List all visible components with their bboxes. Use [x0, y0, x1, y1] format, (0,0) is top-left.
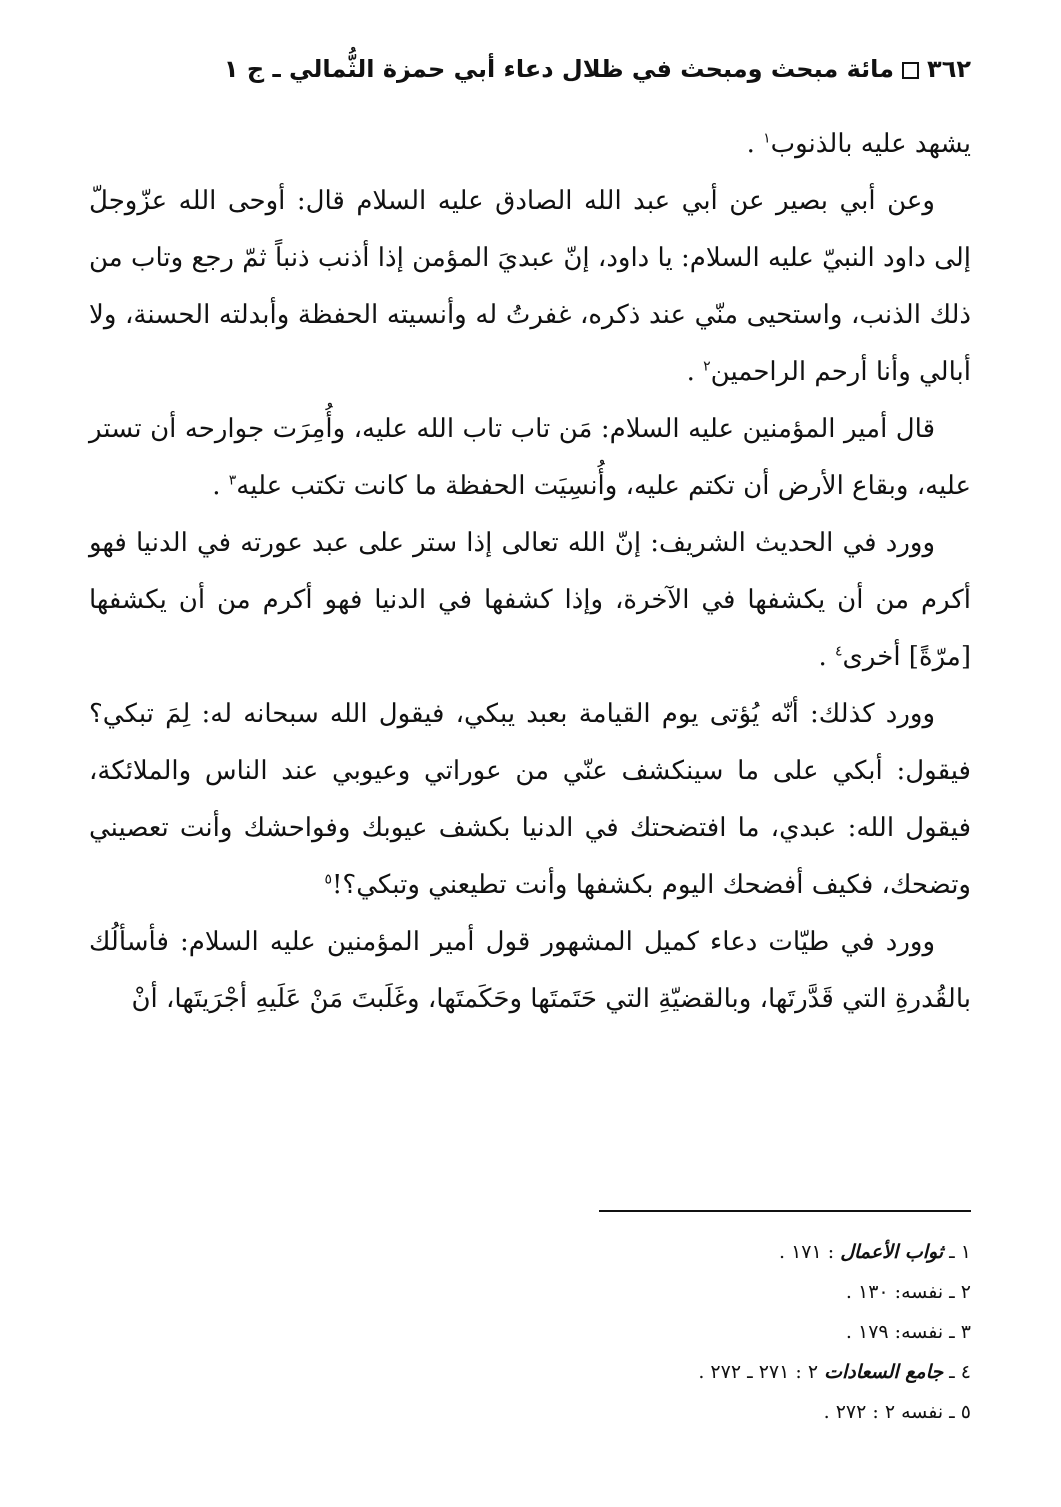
paragraph-text: يشهد عليه بالذنوب	[770, 129, 971, 159]
footnote-item	[471, 1312, 971, 1352]
paragraph-text: قال أمير المؤمنين عليه السلام: مَن تاب تاب الله عليه، وأُمِرَت جوارحه أن تستر عليه، وبقاع الأرض أن تكتم عليه، وأُنسِيَت الحفظة ما كانت تكتب عليه	[89, 414, 971, 501]
footnote-number: ١ ـ	[949, 1241, 971, 1263]
paragraph-text: وعن أبي بصير عن أبي عبد الله الصادق عليه السلام قال: أوحى الله عزّوجلّ إلى داود النبيّ عليه السلام: يا داود، إنّ عبديَ المؤمن إذا أذنب ذنباً ثمّ رجع وتاب من ذلك الذنب، واستحيى منّي عند ذكره، غفرتُ له وأنسيته الحفظة وأبدلته الحسنة، ولا أبالي وأنا أرحم الراحمين	[89, 186, 971, 387]
footnote-source: ثواب الأعمال	[840, 1241, 944, 1263]
footnotes	[471, 1232, 971, 1432]
paragraph-end: .	[818, 642, 836, 672]
footnote-divider	[599, 1210, 971, 1212]
paragraph	[89, 173, 971, 401]
page-number: ٣٦٢	[927, 55, 971, 83]
paragraph	[89, 515, 971, 686]
paragraph	[89, 401, 971, 515]
footnote-number: ٣ ـ	[949, 1321, 971, 1343]
paragraph-end: .	[686, 357, 704, 387]
book-title: مائة مبحث ومبحث في ظلال دعاء أبي حمزة الثُّمالي ـ ج ١	[223, 55, 895, 83]
paragraph-end: .	[212, 471, 229, 501]
footnote-item	[471, 1232, 971, 1272]
paragraph	[89, 116, 971, 173]
footnote-detail: نفسه: ١٣٠ .	[845, 1281, 944, 1303]
footnote-number: ٢ ـ	[949, 1281, 971, 1303]
footnote-detail: نفسه: ١٧٩ .	[845, 1321, 944, 1343]
footnote-source: جامع السعادات	[824, 1361, 944, 1383]
footnote-ref: ٣	[228, 472, 237, 489]
footnote-number: ٤ ـ	[949, 1361, 971, 1383]
running-header	[90, 44, 971, 94]
footnote-item	[471, 1392, 971, 1432]
paragraph-text: وورد كذلك: أنّه يُؤتى يوم القيامة بعبد يبكي، فيقول الله سبحانه له: لِمَ تبكي؟ فيقول: أبكي على ما سينكشف عنّي من عوراتي وعيوبي عند الناس والملائكة، فيقول الله: عبدي، ما افتضحتك في الدنيا بكشف عيوبك وفواحشك وأنت تعصيني وتضحك، فكيف أفضحك اليوم بكشفها وأنت تطيعني وتبكي؟!	[89, 699, 971, 900]
footnote-detail: نفسه ٢ : ٢٧٢ .	[823, 1401, 944, 1423]
paragraph	[89, 914, 971, 1028]
footnote-number: ٥ ـ	[949, 1401, 971, 1423]
square-ornament-icon	[902, 62, 919, 79]
footnote-ref: ١	[763, 130, 771, 147]
footnote-ref: ٤	[835, 643, 843, 660]
main-text	[89, 116, 971, 1028]
footnote-ref: ٥	[324, 871, 332, 888]
footnote-ref: ٢	[703, 358, 711, 375]
paragraph-end: .	[746, 129, 764, 159]
footnote-detail: : ١٧١ .	[778, 1241, 835, 1263]
paragraph-text: وورد في الحديث الشريف: إنّ الله تعالى إذا ستر على عبد عورته في الدنيا فهو أكرم من أن يكشفها في الآخرة، وإذا كشفها في الدنيا فهو أكرم من أن يكشفها [مرّةً] أخرى	[89, 528, 971, 672]
paragraph	[89, 686, 971, 914]
footnote-item	[471, 1352, 971, 1392]
footnote-detail: ٢ : ٢٧١ ـ ٢٧٢ .	[698, 1361, 819, 1383]
footnote-item	[471, 1272, 971, 1312]
paragraph-text: وورد في طيّات دعاء كميل المشهور قول أمير المؤمنين عليه السلام: فأسألُك بالقُدرةِ التي قَدَّرتَها، وبالقضيّةِ التي حَتَمتَها وحَكَمتَها، وغَلَبتَ مَنْ عَلَيهِ أجْرَيتَها، أنْ	[89, 927, 971, 1014]
